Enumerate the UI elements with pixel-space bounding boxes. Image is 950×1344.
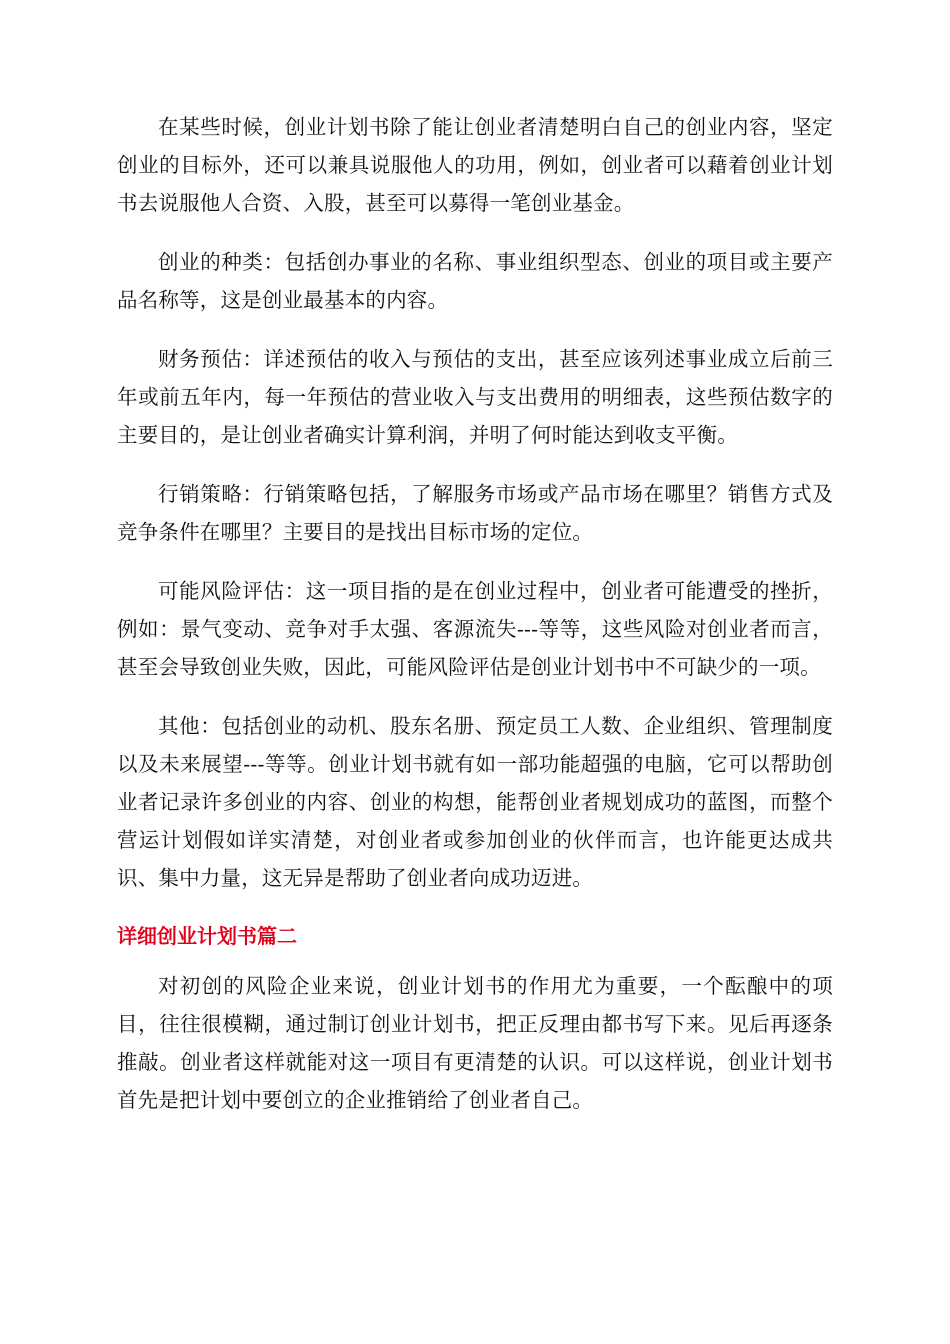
paragraph-startup-importance: 对初创的风险企业来说，创业计划书的作用尤为重要，一个酝酿中的项目，往往很模糊，通过制订创业计划书，把正反理由都书写下来。见后再逐条推敲。创业者这样就能对这一项目有更清楚的认识。可以这样说，创业计划书首先是把计划中要创立的企业推销给了创业者自己。 — [117, 974, 833, 1112]
section-heading: 详细创业计划书篇二 — [117, 924, 297, 948]
paragraph-intro: 在某些时候，创业计划书除了能让创业者清楚明白自己的创业内容，坚定创业的目标外，还可以兼具说服他人的功用，例如，创业者可以藉着创业计划书去说服他人合资、入股，甚至可以募得一笔创业基金。 — [117, 115, 833, 215]
paragraph-marketing-strategy: 行销策略：行销策略包括，了解服务市场或产品市场在哪里？销售方式及竞争条件在哪里？主要目的是找出目标市场的定位。 — [117, 482, 833, 544]
paragraph-risk-assessment: 可能风险评估：这一项目指的是在创业过程中，创业者可能遭受的挫折，例如：景气变动、竞争对手太强、客源流失---等等，这些风险对创业者而言，甚至会导致创业失败，因此，可能风险评估是创业计划书中不可缺少的一项。 — [117, 579, 833, 679]
paragraph-business-type: 创业的种类：包括创办事业的名称、事业组织型态、创业的项目或主要产品名称等，这是创业最基本的内容。 — [117, 250, 833, 312]
paragraph-other: 其他：包括创业的动机、股东名册、预定员工人数、企业组织、管理制度以及未来展望---等等。创业计划书就有如一部功能超强的电脑，它可以帮助创业者记录许多创业的内容、创业的构想，能帮创业者规划成功的蓝图，而整个营运计划假如详实清楚，对创业者或参加创业的伙伴而言，也许能更达成共识、集中力量，这无异是帮助了创业者向成功迈进。 — [117, 714, 833, 890]
document-body — [117, 108, 833, 1140]
paragraph-financial-forecast: 财务预估：详述预估的收入与预估的支出，甚至应该列述事业成立后前三年或前五年内，每一年预估的营业收入与支出费用的明细表，这些预估数字的主要目的，是让创业者确实计算利润，并明了何时能达到收支平衡。 — [117, 347, 833, 447]
